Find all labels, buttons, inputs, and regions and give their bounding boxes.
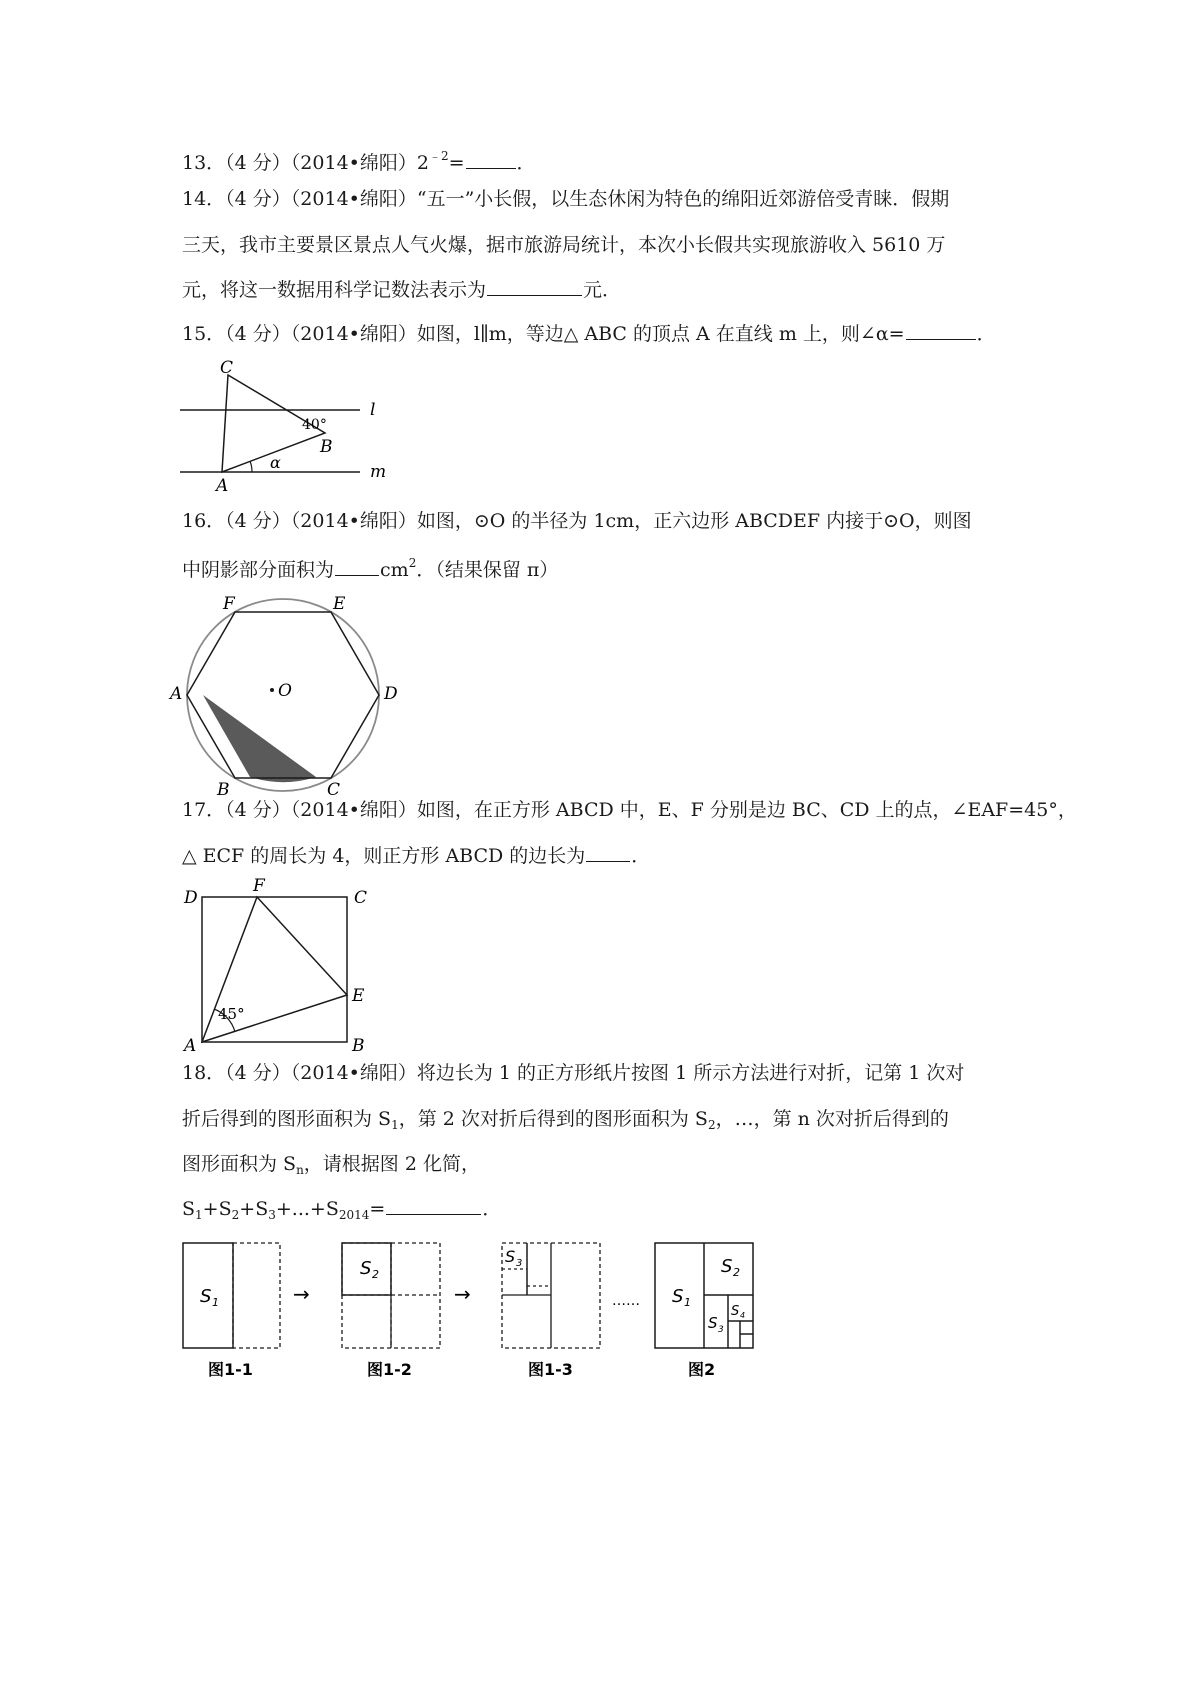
q14-line-2: 三天，我市主要景区景点人气火爆，据市旅游局统计，本次小长假共实现旅游收入 5610 万 [182,234,946,256]
formula-plus-2: + [239,1198,256,1220]
label-e: E [352,986,365,1006]
formula-s2014: S [325,1198,339,1220]
label-s1-sub: 1 [212,1296,219,1309]
q16-line-2-end: ．（结果保留 π） [416,559,559,581]
formula-dots: +...+ [275,1198,326,1220]
q14-answer-blank[interactable] [487,294,582,296]
label-fig2-s2-sub: 2 [733,1266,740,1279]
q14-line-3 [182,281,621,300]
label-s2: S [360,1258,372,1279]
label-s2-sub: 2 [372,1268,379,1281]
label-fig2-s4: S [731,1304,740,1319]
q15-text: 15．（4 分）（2014•绵阳）如图，l∥m，等边△ ABC 的顶点 A 在直线 m 上，则∠α= [182,323,905,345]
formula-s2: S [218,1198,232,1220]
q17-line-2-text: △ ECF 的周长为 4，则正方形 ABCD 的边长为 [182,845,586,867]
formula-sub2: 2 [231,1208,240,1222]
label-a: A [216,476,229,496]
q18-line-2-c: ，…，第 n 次对折后得到的 [715,1108,949,1130]
q17-figure [180,876,390,1056]
formula-sub3: 3 [268,1208,276,1222]
q18-formula [182,1200,501,1221]
label-b: B [352,1036,365,1056]
figure-2 [655,1243,753,1379]
q18-line-2 [182,1110,949,1131]
angle-alpha-arc [250,461,252,472]
formula-sub2014: 2014 [338,1208,370,1222]
q18-line-2-sub1: 1 [391,1118,399,1132]
label-o: O [278,681,292,701]
q17-line-1: 17．（4 分）（2014•绵阳）如图，在正方形 ABCD 中，E、F 分别是边 BC、CD 上的点，∠EAF=45°， [182,799,1077,821]
label-fig2-s3-sub: 3 [718,1325,724,1335]
q13-prefix: 13．（4 分）（2014•绵阳）2 [182,152,429,174]
label-m: m [370,462,387,482]
label-fig2-s2: S [721,1256,733,1277]
q15-figure [180,360,410,520]
question-15 [182,325,996,344]
label-f: F [223,594,235,614]
q18-figure [180,1240,800,1400]
q14-line-1: 14．（4 分）（2014•绵阳）“五一”小长假，以生态休闲为特色的绵阳近郊游倍受青睐．假期 [182,188,950,210]
q13-end: ． [516,152,536,174]
label-c: C [327,780,341,800]
formula-s1: S [182,1198,196,1220]
label-s3: S [505,1247,516,1266]
arrow-2: → [454,1282,471,1306]
label-e: E [333,594,346,614]
q18-line-3-sub: n [296,1163,304,1177]
label-l: l [370,400,376,420]
caption-1-1: 图1-1 [208,1360,253,1379]
q17-line-2 [182,847,650,866]
formula-s3: S [255,1198,269,1220]
q17-line-2-end: ． [631,845,651,867]
q18-line-2-sub2: 2 [707,1118,716,1132]
figure-1-1 [183,1243,280,1379]
label-fig2-s1: S [672,1286,684,1307]
q18-line-3 [182,1155,480,1176]
q16-unit-exponent: 2 [408,556,417,570]
label-c: C [220,358,234,378]
formula-end: ． [482,1198,502,1220]
formula-equals: = [369,1198,386,1220]
arrow-1: → [293,1282,310,1306]
q13-exponent: ﹣2 [428,149,449,163]
q18-answer-blank[interactable] [386,1213,481,1215]
formula-sub1: 1 [195,1208,203,1222]
q16-answer-blank[interactable] [335,574,379,576]
q16-line-1: 16．（4 分）（2014•绵阳）如图，⊙O 的半径为 1cm，正六边形 ABCDEF 内接于⊙O，则图 [182,510,972,532]
label-fig2-s1-sub: 1 [684,1296,691,1309]
caption-2: 图2 [688,1360,716,1379]
q14-line-3-text: 元，将这一数据用科学记数法表示为 [182,279,487,301]
caption-1-2: 图1-2 [367,1360,412,1379]
q13-equals: = [448,152,465,174]
label-s1: S [200,1286,212,1307]
label-c: C [354,888,368,908]
label-f: F [253,876,265,896]
caption-1-3: 图1-3 [528,1360,573,1379]
q14-line-3-end: 元． [583,279,622,301]
figure-1-3 [502,1243,600,1379]
question-13 [182,150,536,173]
q15-answer-blank[interactable] [906,338,976,340]
label-fig2-s4-sub: 4 [740,1311,746,1320]
q18-line-3-b: ，请根据图 2 化简， [303,1153,480,1175]
label-45-degrees: 45° [218,1005,245,1023]
label-fig2-s3: S [708,1314,718,1332]
label-40-degrees: 40° [302,417,327,433]
label-b: B [217,780,230,800]
shaded-region [203,695,316,782]
label-b: B [320,437,333,457]
q16-line-2-text: 中阴影部分面积为 [182,559,335,581]
label-a: A [184,1036,197,1056]
q16-line-2 [182,557,558,580]
label-a: A [170,684,183,704]
q13-answer-blank[interactable] [466,167,516,169]
label-s3-sub: 3 [516,1258,523,1269]
figure-1-2 [342,1243,440,1379]
label-alpha: α [270,453,281,472]
q18-line-2-a: 折后得到的图形面积为 S [182,1108,392,1130]
q18-line-2-b: ，第 2 次对折后得到的图形面积为 S [398,1108,708,1130]
formula-plus-1: + [202,1198,219,1220]
label-d: D [384,684,398,704]
center-point [270,688,274,692]
q17-answer-blank[interactable] [586,860,630,862]
q16-unit: cm [380,559,409,581]
ellipsis: …… [612,1293,640,1309]
q18-line-3-a: 图形面积为 S [182,1153,297,1175]
q18-line-1: 18．（4 分）（2014•绵阳）将边长为 1 的正方形纸片按图 1 所示方法进行对折，记第 1 次对 [182,1062,965,1084]
label-d: D [184,888,198,908]
q15-end: ． [976,323,996,345]
